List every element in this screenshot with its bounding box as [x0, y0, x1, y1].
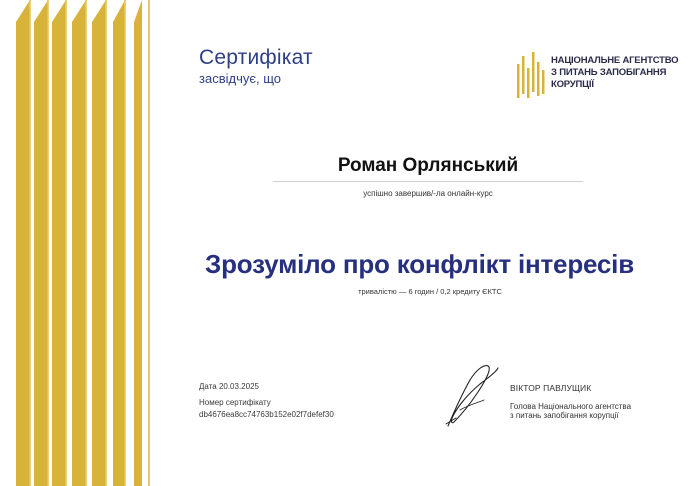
name-underline — [273, 181, 583, 182]
course-title: Зрозуміло про конфлікт інтересів — [205, 249, 634, 279]
certificate-number-label: Номер сертифікату — [199, 398, 271, 407]
completion-text: успішно завершив/-ла онлайн-курс — [363, 189, 493, 198]
signer-position-line: з питань запобігання корупції — [510, 411, 619, 420]
certificate-title: Сертифікат — [199, 46, 313, 69]
signer-position-line: Голова Національного агентства — [510, 402, 632, 411]
signer-position — [510, 402, 660, 420]
signature-image — [440, 360, 504, 430]
decorative-stripes — [0, 0, 160, 486]
organization-logo-text — [551, 55, 678, 91]
certificate-subtitle: засвідчує, що — [199, 71, 281, 86]
issue-date: Дата 20.03.2025 — [199, 382, 259, 391]
course-duration: тривалістю — 6 годин / 0,2 кредиту ЄКТС — [358, 287, 502, 296]
certificate-number-value: db4676ea8cc74763b152e02f7defef30 — [199, 410, 334, 419]
logo-line: КОРУПЦІЇ — [551, 79, 594, 90]
logo-line: НАЦІОНАЛЬНЕ АГЕНТСТВО — [551, 55, 679, 66]
logo-line: З ПИТАНЬ ЗАПОБІГАННЯ — [551, 67, 667, 78]
signer-name: ВІКТОР ПАВЛУЩИК — [510, 383, 592, 393]
recipient-name: Роман Орлянський — [337, 155, 519, 176]
